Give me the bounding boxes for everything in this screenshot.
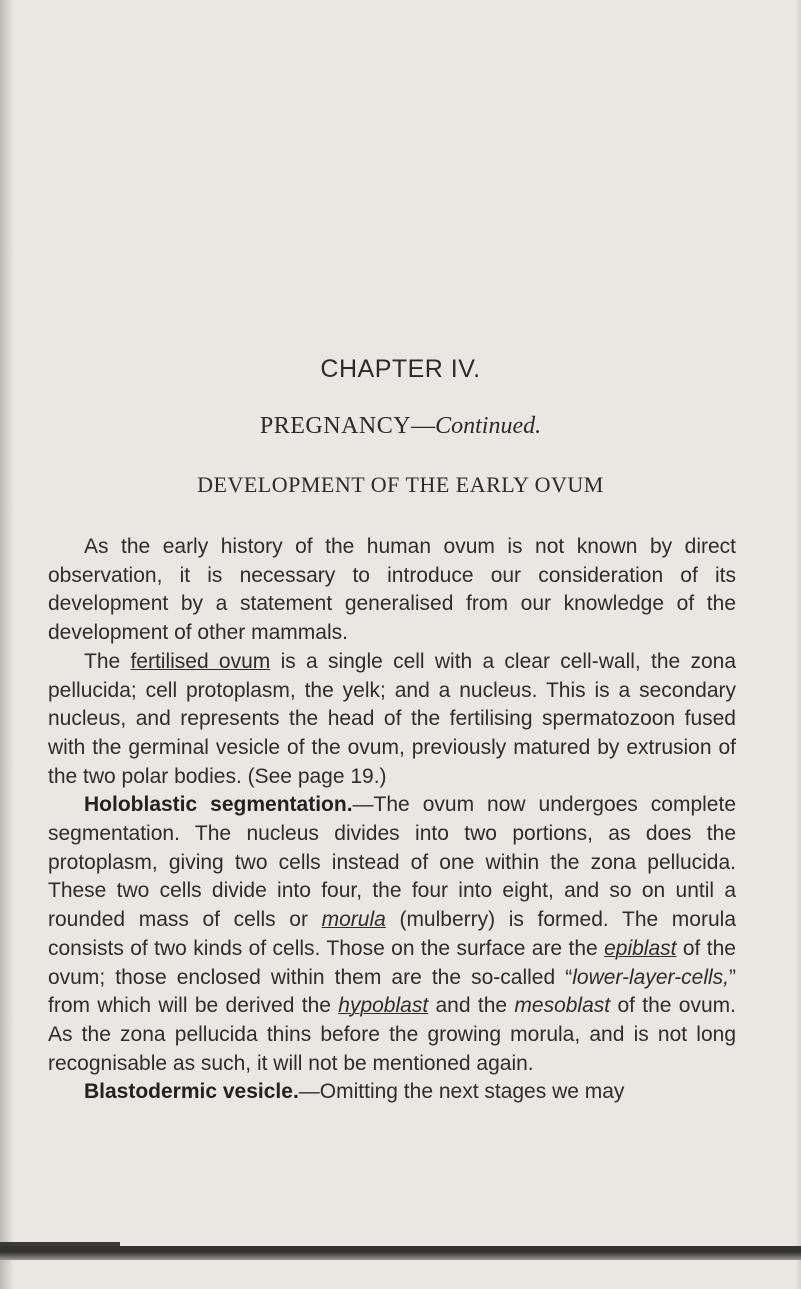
text-run: The [84, 649, 131, 673]
page-edge [795, 0, 801, 1289]
paragraph-intro: As the early history of the human ovum is not known by direct observation, it is necessary to introduce our consideration of its development by a statement generalised from our knowledge of the development of other mammals. [48, 535, 736, 645]
term-lower-layer-cells: lower-layer-cells, [572, 965, 729, 989]
text-run: ” from which will be derived the [48, 965, 736, 1018]
text-run: —Omitting the next stages we may [298, 1080, 625, 1104]
chapter-title-continued: Continued. [435, 413, 542, 439]
term-morula: morula [321, 908, 386, 932]
section-heading: DEVELOPMENT OF THE EARLY OVUM [197, 472, 604, 497]
page-gutter-shadow [0, 0, 14, 1289]
run-in-heading-holoblastic: Holoblastic segmentation. [84, 793, 353, 817]
text-run: is a single cell with a clear cell-wall, the zona pellucida; cell protoplasm, the yelk; and a nucleus. This is a secondary nucleus, and represents the head of the fertilising spermatozoon fused with the germinal vesicle of the ovum, previously matured by extrusion of the two polar bodies. (See page 19.) [48, 649, 736, 788]
chapter-title-dash: — [411, 413, 436, 439]
paragraph-blastodermic-vesicle [48, 1078, 736, 1107]
body-text [48, 533, 736, 1107]
term-mesoblast: mesoblast [514, 994, 611, 1018]
paragraph-fertilised-ovum [48, 648, 736, 792]
term-epiblast: epiblast [604, 936, 677, 960]
run-in-heading-blastodermic: Blastodermic vesicle. [84, 1080, 299, 1104]
text-run: of the ovum; those enclosed within them are the so-called “ [48, 936, 736, 989]
chapter-title-main: PREGNANCY [259, 413, 412, 439]
term-hypoblast: hypoblast [338, 994, 429, 1018]
underlined-term: fertilised ovum [130, 649, 271, 673]
text-run: and the [428, 994, 515, 1018]
paragraph-holoblastic-segmentation [48, 791, 736, 1078]
text-run: —The ovum now undergoes complete segmentation. The nucleus divides into two portions, as does the protoplasm, giving two cells instead of one within the zona pellucida. These two cells divide into four, the four into eight, and so on until a rounded mass of cells or [48, 793, 737, 932]
chapter-title [0, 413, 801, 440]
text-run: (mulberry) is formed. The morula consists of two kinds of cells. Those on the surface are the [48, 908, 737, 960]
chapter-heading: CHAPTER IV. [320, 355, 481, 383]
page-bottom-edge [0, 1246, 801, 1260]
text-run: of the ovum. As the zona pellucida thins before the growing morula, and is not long recognisable as such, it will not be mentioned again. [48, 994, 736, 1075]
